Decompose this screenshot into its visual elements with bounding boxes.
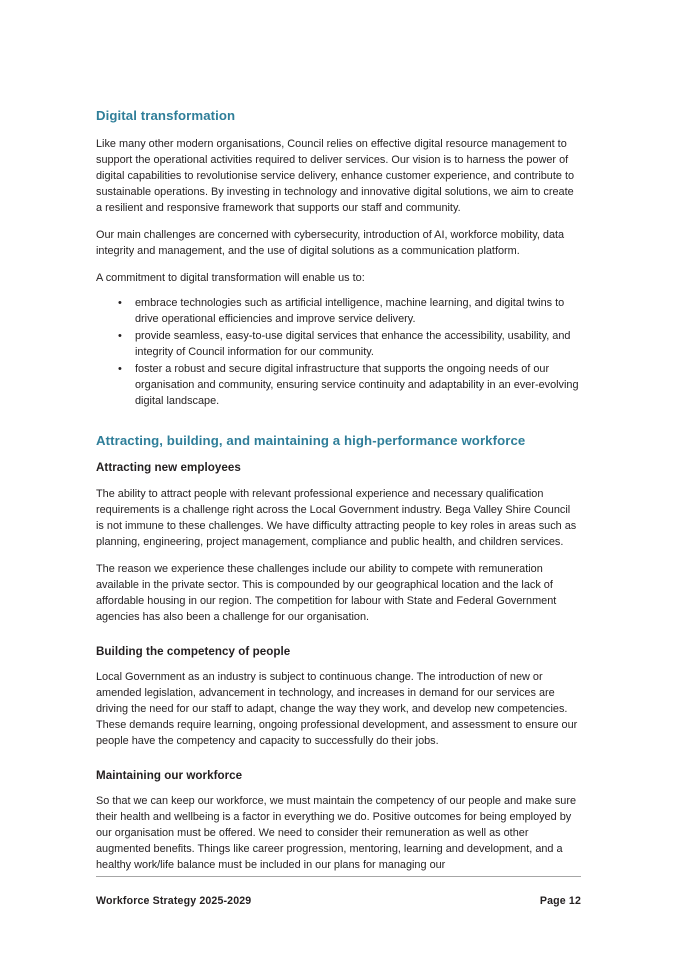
- list-item-text: embrace technologies such as artificial intelligence, machine learning, and digital twins to drive operational efficiencies and improve service delivery.: [135, 296, 565, 325]
- list-item-text: provide seamless, easy-to-use digital services that enhance the accessibility, usability, and integrity of Council information for our community.: [135, 329, 571, 358]
- paragraph-attracting-2: The reason we experience these challenges include our ability to compete with remuneration available in the private sector. This is compounded by our geographical location and the lack of affordable housing in our region. The competition for labour with State and Federal Government agencies has also been a challenge for our organisation.: [96, 562, 557, 623]
- footer-divider: [96, 876, 581, 877]
- section-heading-digital-transformation: Digital transformation: [96, 108, 236, 123]
- list-item: [96, 328, 581, 360]
- bullet-icon: •: [118, 362, 122, 375]
- footer-row: [96, 895, 581, 908]
- paragraph-attracting-1: The ability to attract people with relevant professional experience and necessary qualification requirements is a challenge right across the Local Government industry. Bega Valley Shire Council is not immune to these challenges. We have difficulty attracting people to key roles in areas such as planning, engineering, project management, compliance and public health, and children services.: [96, 487, 577, 548]
- section-heading-high-performance-workforce: Attracting, building, and maintaining a high-performance workforce: [96, 432, 526, 448]
- bullet-icon: •: [118, 296, 122, 309]
- bullet-icon: •: [118, 329, 122, 342]
- subheading-maintaining-workforce: Maintaining our workforce: [96, 769, 243, 782]
- subheading-attracting-new-employees: Attracting new employees: [96, 461, 241, 475]
- paragraph-maintaining-1: So that we can keep our workforce, we must maintain the competency of our people and make sure their health and wellbeing is a factor in everything we do. Positive outcomes for being employed by our organisation must be offered. We need to consider their remuneration as well as other augmented benefits. Things like career progression, mentoring, learning and development, and a healthy work/life balance must be included in our plans for managing our: [96, 795, 577, 872]
- paragraph-digital-transformation-2: Our main challenges are concerned with cybersecurity, introduction of AI, workforce mobility, data integrity and management, and the use of digital solutions as a communication platform.: [96, 228, 565, 257]
- paragraph-digital-transformation-3: A commitment to digital transformation will enable us to:: [96, 271, 365, 284]
- subheading-building-competency: Building the competency of people: [96, 644, 291, 658]
- paragraph-digital-transformation-1: Like many other modern organisations, Council relies on effective digital resource management to support the operational activities required to deliver services. Our vision is to harness the power of digital capabilities to revolutionise service delivery, enhance customer experience, and contribute to sustainable operations. By investing in technology and innovative digital solutions, we aim to create a resilient and responsive framework that supports our staff and community.: [96, 137, 575, 214]
- list-item-text: foster a robust and secure digital infrastructure that supports the ongoing needs of our organisation and community, ensuring service continuity and adaptability in an ever-evolving digital landscape.: [135, 362, 579, 407]
- footer-page-number: Page 12: [539, 895, 581, 907]
- digital-transformation-bullet-list: [96, 295, 581, 409]
- paragraph-building-1: Local Government as an industry is subject to continuous change. The introduction of new or amended legislation, advancement in technology, and increases in demand for our services are driving the need for our staff to adapt, change the way they work, and develop new competencies. These demands require learning, ongoing professional development, and assessment to ensure our people have the competency and capacity to successfully do their jobs.: [96, 670, 578, 747]
- page-footer: [96, 876, 581, 908]
- footer-document-title: Workforce Strategy 2025-2029: [96, 895, 252, 907]
- list-item: [96, 295, 581, 327]
- list-item: [96, 361, 581, 409]
- page-content: [96, 108, 581, 884]
